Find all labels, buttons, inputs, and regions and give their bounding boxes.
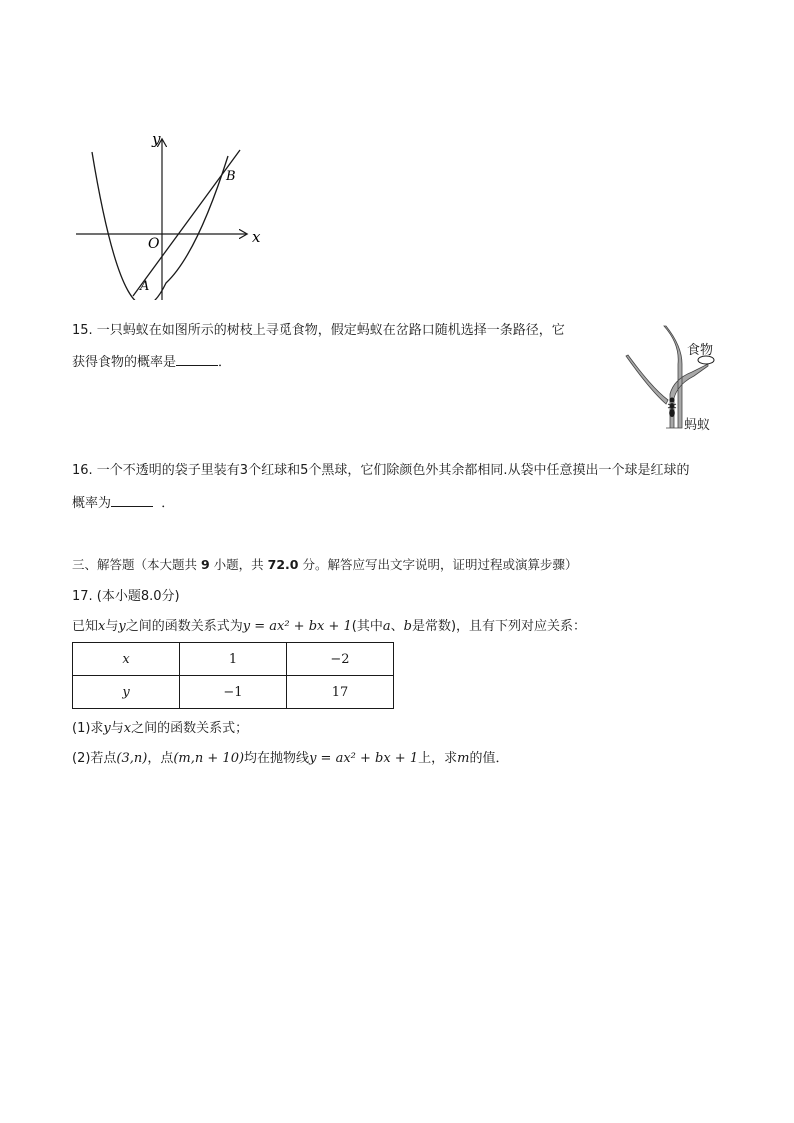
- tree-branch-figure: [620, 324, 730, 434]
- axis-x-label: x: [252, 228, 261, 246]
- table-row: [73, 676, 394, 709]
- q17-formula-2: y = ax² + bx + 1: [309, 751, 419, 766]
- q16-answer-blank[interactable]: [111, 494, 153, 507]
- q15-prompt: 获得食物的概率是: [72, 355, 177, 370]
- q16-line2: [72, 494, 174, 513]
- q15-period: ．: [218, 355, 232, 370]
- q17-part1: (1)求y与x之间的函数关系式；: [72, 721, 249, 736]
- point-2: (m,n + 10): [173, 751, 245, 766]
- table-row: [73, 643, 394, 676]
- section3-score: 72.0: [267, 557, 299, 572]
- parabola-graph: [70, 128, 270, 300]
- section3-count: 9: [200, 557, 210, 572]
- table-cell: 17: [287, 676, 394, 709]
- table-cell: −2: [287, 643, 394, 676]
- q16-prompt: 概率为: [72, 496, 112, 511]
- q17-formula: y = ax² + bx + 1: [242, 619, 352, 634]
- q16-text: 16. 一个不透明的袋子里装有3个红球和5个黑球，它们除颜色外其余都相同.从袋中任意摸出一个球是红球的: [72, 463, 690, 478]
- q17-header: 17. (本小题8.0分): [72, 589, 180, 604]
- line-ab: [133, 150, 240, 296]
- q16-line1: [72, 462, 689, 480]
- point-a-label: A: [140, 279, 150, 294]
- table-cell: y: [73, 676, 180, 709]
- ant-label: 蚂蚁: [684, 418, 711, 433]
- point-1: (3,n): [116, 751, 148, 766]
- ant-icon: [668, 398, 676, 418]
- table-cell: −1: [180, 676, 287, 709]
- table-cell: x: [73, 643, 180, 676]
- point-b-label: B: [226, 169, 236, 184]
- q17-part2: (2)若点(3,n)，点(m,n + 10)均在抛物线y = ax² + bx + 1上，求m的值．: [72, 751, 509, 766]
- parabola-curve: [92, 152, 228, 300]
- axis-y-label: y: [152, 130, 161, 148]
- q15-text: 15. 一只蚂蚁在如图所示的树枝上寻觅食物，假定蚂蚁在岔路口随机选择一条路径，它: [72, 323, 565, 338]
- q15-line2: [72, 353, 231, 372]
- table-cell: 1: [180, 643, 287, 676]
- q16-period: ．: [161, 496, 175, 511]
- q17-intro: 已知x与y之间的函数关系式为y = ax² + bx + 1(其中a、b是常数)，且有下列对应关系：: [72, 619, 587, 634]
- q15-line1: [72, 322, 565, 340]
- q17-value-table: [72, 642, 394, 709]
- section3-header: 三、解答题（本大题共 9 小题，共 72.0 分。解答应写出文字说明，证明过程或演算步骤）: [72, 557, 578, 572]
- food-label: 食物: [687, 343, 714, 358]
- q15-answer-blank[interactable]: [176, 353, 218, 366]
- origin-label: O: [148, 236, 160, 252]
